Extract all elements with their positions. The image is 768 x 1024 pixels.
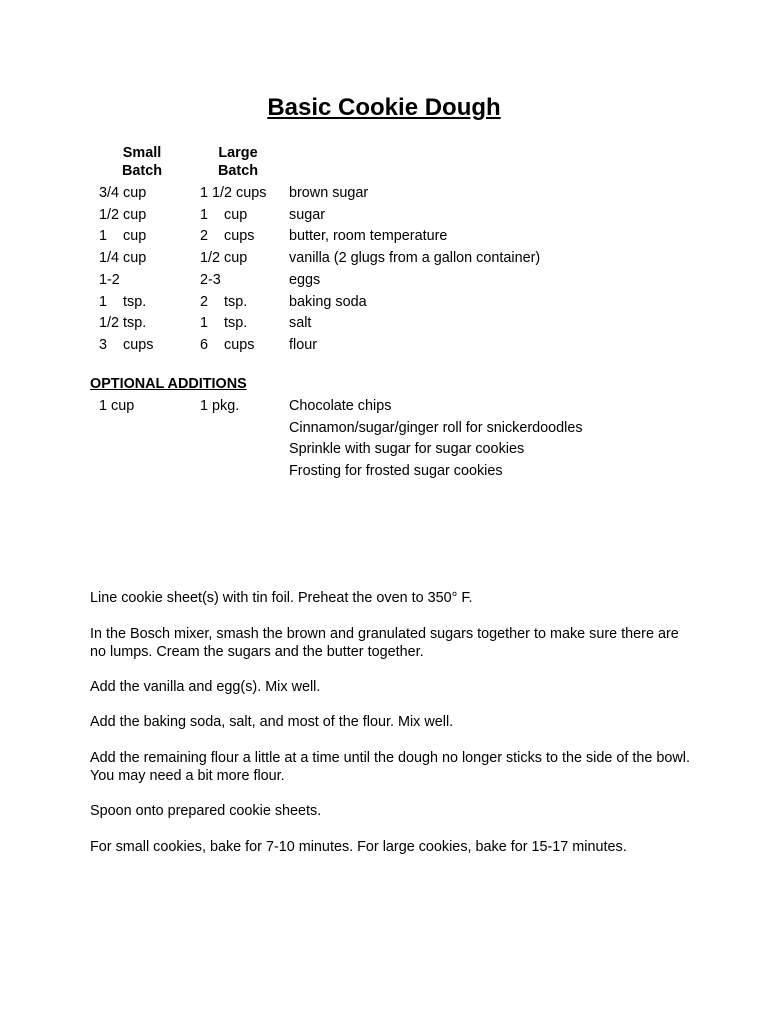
- instruction-step: For small cookies, bake for 7-10 minutes. For large cookies, bake for 15-17 minutes.: [90, 839, 627, 855]
- large-batch-amount: 1/2 cup: [200, 250, 248, 267]
- small-batch-header-line1: Small: [122, 145, 162, 161]
- large-batch-amount: 2 tsp.: [200, 293, 248, 310]
- large-batch-header: [208, 144, 268, 180]
- ingredient-row: [0, 292, 768, 314]
- ingredient-name: brown sugar: [289, 185, 369, 201]
- ingredient-row: [0, 205, 768, 227]
- optional-additions-heading: OPTIONAL ADDITIONS: [90, 376, 247, 392]
- instruction-step: Add the baking soda, salt, and most of the flour. Mix well.: [90, 714, 454, 730]
- optional-item: Chocolate chips: [289, 398, 392, 414]
- small-batch-amount: 1 cup: [99, 398, 135, 414]
- ingredient-name: flour: [289, 336, 317, 353]
- instruction-step: Add the vanilla and egg(s). Mix well.: [90, 679, 321, 695]
- optional-row: [0, 439, 768, 461]
- large-batch-amount: 2-3: [200, 271, 221, 288]
- small-batch-amount: 1 tsp.: [99, 293, 147, 310]
- large-batch-amount: 6 cups: [200, 336, 255, 353]
- large-batch-amount: 2 cups: [200, 228, 255, 245]
- small-batch-header-line2: Batch: [122, 163, 162, 179]
- small-batch-amount: 1 cup: [99, 228, 147, 245]
- optional-item: Cinnamon/sugar/ginger roll for snickerdoodles: [289, 419, 583, 436]
- ingredient-row: [0, 313, 768, 335]
- optional-row: [0, 396, 768, 418]
- optional-item: Sprinkle with sugar for sugar cookies: [289, 441, 525, 458]
- optional-row: [0, 461, 768, 483]
- instruction-step: Add the remaining flour a little at a time until the dough no longer sticks to the side of the bowl. You may need a bit more flour.: [90, 750, 690, 784]
- small-batch-amount: 1/2 cup: [99, 206, 147, 223]
- large-batch-header-line2: Batch: [218, 163, 258, 179]
- instruction-step: Line cookie sheet(s) with tin foil. Preheat the oven to 350° F.: [90, 590, 473, 606]
- ingredient-name: salt: [289, 315, 312, 332]
- instruction-step: In the Bosch mixer, smash the brown and granulated sugars together to make sure there are no lumps. Cream the sugars and the butter together.: [90, 626, 679, 660]
- large-batch-amount: 1 1/2 cups: [200, 185, 267, 201]
- ingredient-name: butter, room temperature: [289, 228, 448, 245]
- ingredient-row: [0, 226, 768, 248]
- ingredient-row: [0, 335, 768, 357]
- large-batch-header-line1: Large: [218, 145, 258, 161]
- instruction-step: Spoon onto prepared cookie sheets.: [90, 803, 322, 819]
- large-batch-amount: 1 tsp.: [200, 315, 248, 332]
- small-batch-amount: 3/4 cup: [99, 185, 147, 201]
- optional-row: [0, 418, 768, 440]
- small-batch-amount: 1-2: [99, 271, 120, 288]
- large-batch-amount: 1 pkg.: [200, 398, 240, 414]
- ingredient-name: eggs: [289, 271, 321, 288]
- page-title: Basic Cookie Dough: [267, 94, 501, 121]
- large-batch-amount: 1 cup: [200, 206, 248, 223]
- small-batch-amount: 3 cups: [99, 336, 154, 353]
- small-batch-header: [112, 144, 172, 180]
- ingredient-row: [0, 248, 768, 270]
- ingredient-row: [0, 270, 768, 292]
- ingredient-row: [0, 183, 768, 205]
- optional-item: Frosting for frosted sugar cookies: [289, 463, 503, 480]
- ingredient-name: sugar: [289, 206, 325, 223]
- ingredient-name: vanilla (2 glugs from a gallon container): [289, 250, 541, 267]
- small-batch-amount: 1/4 cup: [99, 250, 147, 267]
- ingredient-name: baking soda: [289, 293, 367, 310]
- small-batch-amount: 1/2 tsp.: [99, 315, 147, 332]
